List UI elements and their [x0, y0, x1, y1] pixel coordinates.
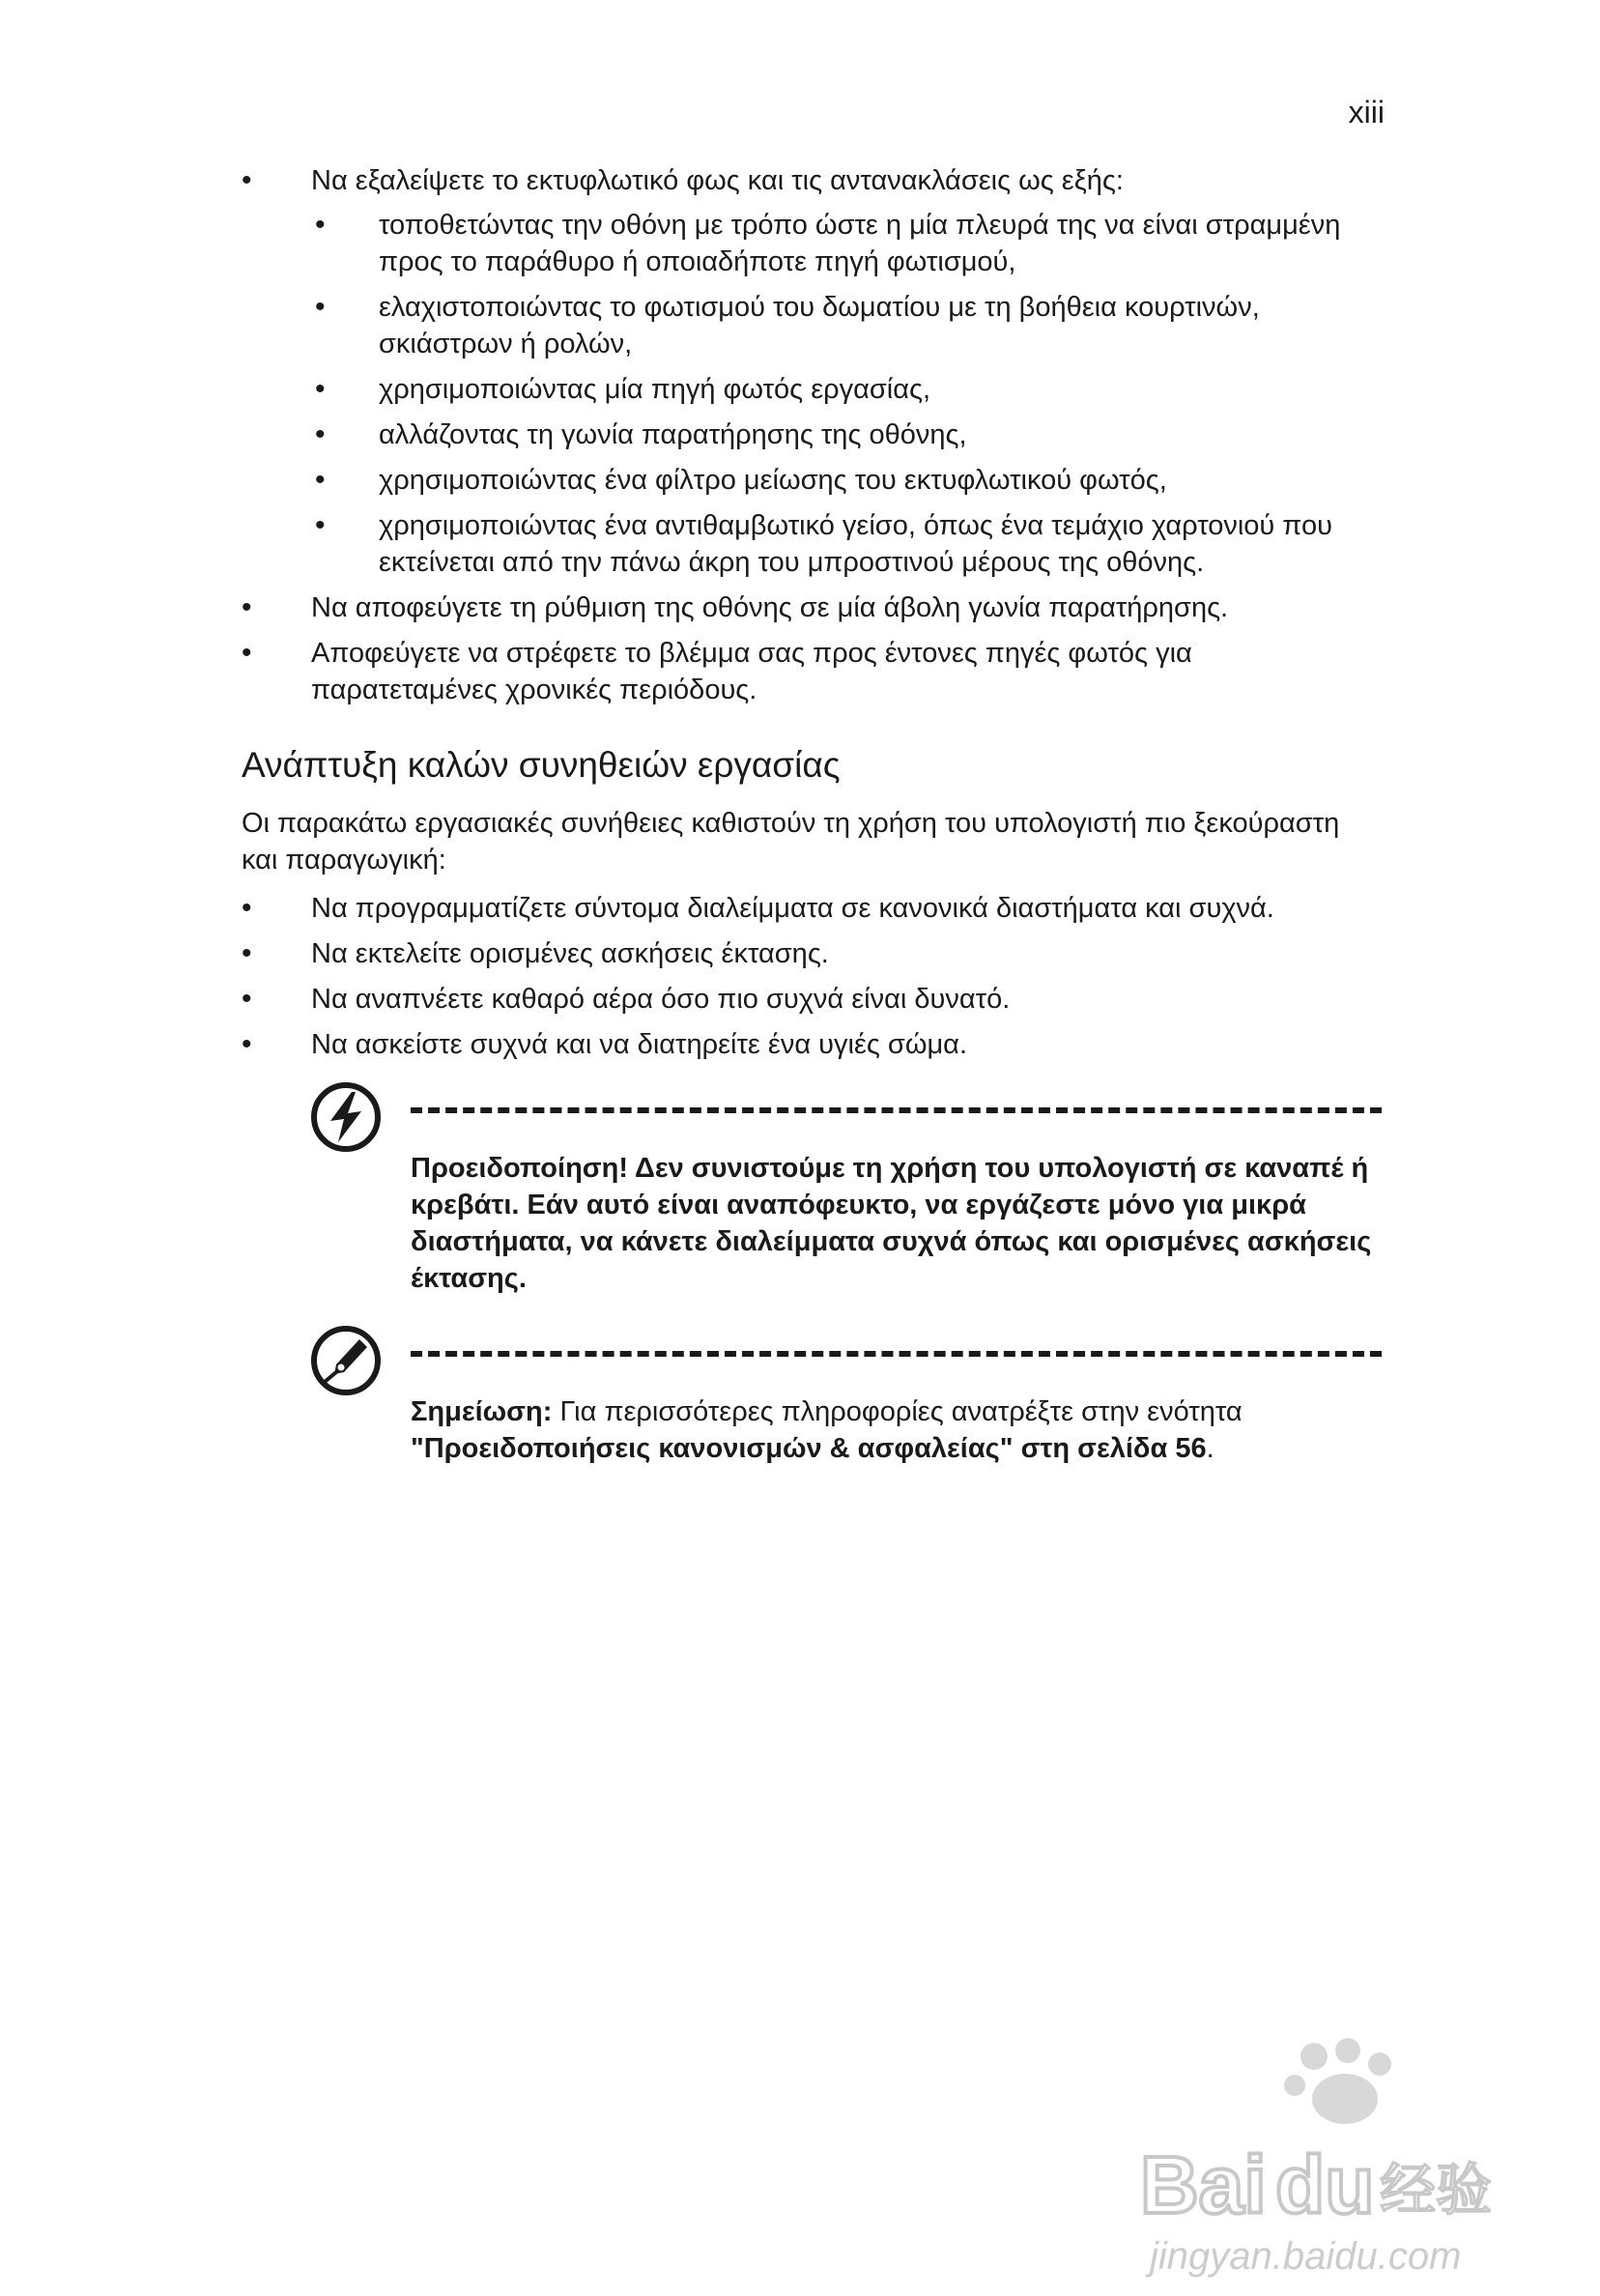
- watermark-url: jingyan.baidu.com: [1150, 2235, 1462, 2278]
- warning-icon: [309, 1080, 383, 1154]
- list-item: • τοποθετώντας την οθόνη με τρόπο ώστε η μία πλευρά της να είναι στραμμένη προς το παράθυρο ή οποιαδήποτε πηγή φωτισμού,: [311, 207, 1382, 280]
- list-item: • Να προγραμματίζετε σύντομα διαλείμματα σε κανονικά διαστήματα και συχνά.: [242, 890, 1382, 927]
- divider: [411, 1351, 1382, 1357]
- habits-list: [242, 890, 1382, 1063]
- note-icon: [309, 1324, 383, 1397]
- divider: [411, 1107, 1382, 1113]
- list-item: • ελαχιστοποιώντας το φωτισμού του δωματίου με τη βοήθεια κουρτινών, σκιάστρων ή ρολών,: [311, 289, 1382, 362]
- list-item: [242, 162, 1382, 581]
- section-intro: Οι παρακάτω εργασιακές συνήθειες καθιστούν τη χρήση του υπολογιστή πιο ξεκούραστη και παραγωγική:: [242, 808, 1340, 875]
- section-heading: Ανάπτυξη καλών συνηθειών εργασίας: [242, 745, 841, 785]
- list-item: • χρησιμοποιώντας ένα αντιθαμβωτικό γείσο, όπως ένα τεμάχιο χαρτονιού που εκτείνεται από την πάνω άκρη του μπροστινού μέρους της οθόνης.: [311, 507, 1382, 581]
- list-item: • Να αναπνέετε καθαρό αέρα όσο πιο συχνά είναι δυνατό.: [242, 981, 1382, 1018]
- note-body: Για περισσότερες πληροφορίες ανατρέξτε στην ενότητα: [552, 1396, 1243, 1427]
- page-number: xiii: [1348, 95, 1385, 129]
- glare-sub-list: [311, 207, 1382, 581]
- glare-label: Να εξαλείψετε το εκτυφλωτικό φως και τις αντανακλάσεις ως εξής:: [311, 165, 1124, 196]
- paw-icon: [1130, 2029, 1507, 2281]
- brand-text-2: du: [1275, 2139, 1375, 2230]
- main-content: [242, 162, 1382, 1072]
- note-link[interactable]: "Προειδοποιήσεις κανονισμών & ασφαλείας" στη σελίδα 56: [411, 1433, 1207, 1464]
- glare-list: [242, 162, 1382, 708]
- list-item: • Αποφεύγετε να στρέφετε το βλέμμα σας προς έντονες πηγές φωτός για παρατεταμένες χρονικές περιόδους.: [242, 635, 1382, 708]
- list-item: • αλλάζοντας τη γωνία παρατήρησης της οθόνης,: [311, 416, 1382, 453]
- list-item: • χρησιμοποιώντας ένα φίλτρο μείωσης του εκτυφλωτικού φωτός,: [311, 462, 1382, 499]
- list-item: • χρησιμοποιώντας μία πηγή φωτός εργασίας,: [311, 371, 1382, 408]
- note-end: .: [1206, 1433, 1214, 1464]
- baidu-watermark: [1130, 2029, 1507, 2281]
- brand-cn: 经验: [1380, 2157, 1493, 2223]
- list-item: • Να αποφεύγετε τη ρύθμιση της οθόνης σε μία άβολη γωνία παρατήρησης.: [242, 589, 1382, 626]
- warning-text: Προειδοποίηση! Δεν συνιστούμε τη χρήση του υπολογιστή σε καναπέ ή κρεβάτι. Εάν αυτό είναι αναπόφευκτο, να εργάζεστε μόνο για μικρά διαστήματα, να κάνετε διαλείμματα συχνά όπως και ορισμένες ασκήσεις έκτασης.: [411, 1153, 1372, 1294]
- note-label: Σημείωση:: [411, 1396, 553, 1427]
- note-text: [411, 1393, 1377, 1467]
- brand-text: Bai: [1140, 2139, 1267, 2230]
- list-item: • Να εκτελείτε ορισμένες ασκήσεις έκτασης.: [242, 935, 1382, 972]
- list-item: • Να ασκείστε συχνά και να διατηρείτε ένα υγιές σώμα.: [242, 1026, 1382, 1063]
